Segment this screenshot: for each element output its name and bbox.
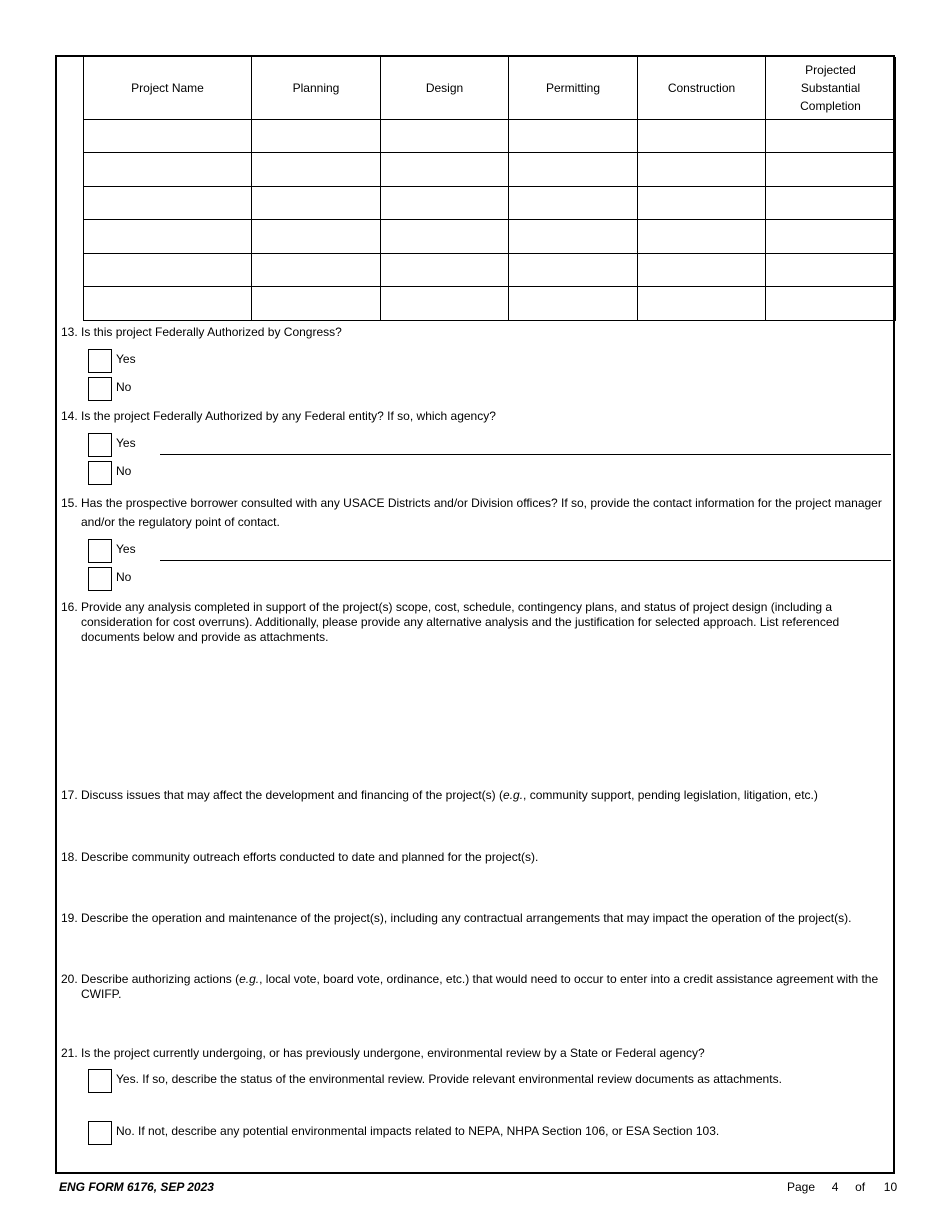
table-cell[interactable] <box>638 153 766 187</box>
q13-no-label: No <box>116 380 132 394</box>
header-project-name: Project Name <box>84 57 252 119</box>
q17-answer-area[interactable] <box>61 807 891 847</box>
table-cell[interactable] <box>381 287 509 321</box>
header-design: Design <box>381 57 509 119</box>
table-cell[interactable] <box>509 186 638 220</box>
table-cell[interactable] <box>84 153 252 187</box>
header-planning: Planning <box>252 57 381 119</box>
table-row <box>84 186 896 220</box>
q19-answer-area[interactable] <box>61 930 891 970</box>
table-row <box>84 287 896 321</box>
q13-yes-checkbox[interactable] <box>88 349 112 373</box>
header-permitting: Permitting <box>509 57 638 119</box>
of-label: of <box>855 1180 866 1194</box>
table-cell[interactable] <box>381 119 509 153</box>
table-cell[interactable] <box>381 153 509 187</box>
table-cell[interactable] <box>766 153 896 187</box>
table-cell[interactable] <box>509 287 638 321</box>
q14-yes-checkbox[interactable] <box>88 433 112 457</box>
table-cell[interactable] <box>84 119 252 153</box>
table-cell[interactable] <box>509 253 638 287</box>
q20-answer-area[interactable] <box>61 1005 891 1041</box>
question-21-text: 21. Is the project currently undergoing, or has previously undergone, environmental review by a State or Federal agency? <box>61 1046 705 1060</box>
question-13-text: 13. Is this project Federally Authorized by Congress? <box>61 325 342 339</box>
table-cell[interactable] <box>766 119 896 153</box>
form-frame <box>55 55 895 1174</box>
table-cell[interactable] <box>638 287 766 321</box>
q15-contact-line[interactable] <box>160 560 891 561</box>
form-id: ENG FORM 6176, SEP 2023 <box>59 1180 214 1194</box>
table-cell[interactable] <box>766 253 896 287</box>
question-17-text <box>61 788 818 803</box>
page-indicator <box>787 1180 897 1194</box>
q15-no-checkbox[interactable] <box>88 567 112 591</box>
q21-no-checkbox[interactable] <box>88 1121 112 1145</box>
table-row <box>84 119 896 153</box>
page-number: 4 <box>831 1180 839 1194</box>
table-cell[interactable] <box>381 253 509 287</box>
q17-text-after: , community support, pending legislation, litigation, etc.) <box>523 788 818 802</box>
q18-answer-area[interactable] <box>61 869 891 909</box>
table-cell[interactable] <box>84 220 252 254</box>
q14-yes-label: Yes <box>116 436 136 450</box>
q13-no-checkbox[interactable] <box>88 377 112 401</box>
q21-yes-checkbox[interactable] <box>88 1069 112 1093</box>
table-cell[interactable] <box>252 220 381 254</box>
header-construction: Construction <box>638 57 766 119</box>
table-row <box>84 220 896 254</box>
q14-agency-line[interactable] <box>160 454 891 455</box>
q21-no-label: No. If not, describe any potential environmental impacts related to NEPA, NHPA Section 106, or ESA Section 103. <box>116 1124 720 1138</box>
page-total: 10 <box>883 1180 898 1194</box>
table-cell[interactable] <box>252 287 381 321</box>
table-cell[interactable] <box>766 287 896 321</box>
table-cell[interactable] <box>509 153 638 187</box>
table-cell[interactable] <box>252 253 381 287</box>
q17-text-italic: e.g. <box>503 788 524 802</box>
q16-answer-area[interactable] <box>61 649 891 783</box>
table-cell[interactable] <box>766 220 896 254</box>
q20-text-italic: e.g. <box>239 972 260 986</box>
table-cell[interactable] <box>252 153 381 187</box>
q20-text-after: , local vote, board vote, ordinance, etc.) that would need to occur to enter into a credit assistance agreement with the CWIFP. <box>81 972 879 1001</box>
question-15-text: 15. Has the prospective borrower consulted with any USACE Districts and/or Division offices? If so, provide the contact information for the project manager and/or the regulatory point of contact. <box>61 496 882 529</box>
question-19-text: 19. Describe the operation and maintenance of the project(s), including any contractual arrangements that may impact the operation of the project(s). <box>61 911 852 925</box>
question-20-text <box>61 972 891 1002</box>
table-cell[interactable] <box>84 287 252 321</box>
q14-no-label: No <box>116 464 132 478</box>
table-cell[interactable] <box>509 220 638 254</box>
q15-yes-checkbox[interactable] <box>88 539 112 563</box>
table-cell[interactable] <box>84 186 252 220</box>
q17-text-before: 17. Discuss issues that may affect the development and financing of the project(s) ( <box>61 788 504 802</box>
q15-no-label: No <box>116 570 132 584</box>
table-cell[interactable] <box>252 119 381 153</box>
table-cell[interactable] <box>638 253 766 287</box>
table-row <box>84 153 896 187</box>
q14-no-checkbox[interactable] <box>88 461 112 485</box>
table-cell[interactable] <box>638 220 766 254</box>
q13-yes-label: Yes <box>116 352 136 366</box>
table-cell[interactable] <box>381 186 509 220</box>
q20-text-before: 20. Describe authorizing actions ( <box>61 972 240 986</box>
page-label: Page <box>787 1180 816 1194</box>
table-cell[interactable] <box>509 119 638 153</box>
header-projected-completion: Projected Substantial Completion <box>766 57 896 119</box>
q21-yes-label: Yes. If so, describe the status of the environmental review. Provide relevant environmental review documents as attachments. <box>116 1072 782 1086</box>
table-header-row <box>84 57 896 119</box>
table-row <box>84 253 896 287</box>
question-18-text: 18. Describe community outreach efforts conducted to date and planned for the project(s). <box>61 850 539 864</box>
q15-yes-label: Yes <box>116 542 136 556</box>
question-14-text: 14. Is the project Federally Authorized by any Federal entity? If so, which agency? <box>61 409 496 423</box>
table-cell[interactable] <box>638 186 766 220</box>
question-16-text: 16. Provide any analysis completed in support of the project(s) scope, cost, schedule, contingency plans, and status of project design (including a consideration for cost overruns). Additionally, please provide any alternative analysis and the justification for selected approach. List referenced documents below and provide as attachments. <box>61 600 840 644</box>
table-cell[interactable] <box>252 186 381 220</box>
table-cell[interactable] <box>381 220 509 254</box>
table-cell[interactable] <box>766 186 896 220</box>
table-cell[interactable] <box>638 119 766 153</box>
project-schedule-table <box>83 57 896 321</box>
table-cell[interactable] <box>84 253 252 287</box>
